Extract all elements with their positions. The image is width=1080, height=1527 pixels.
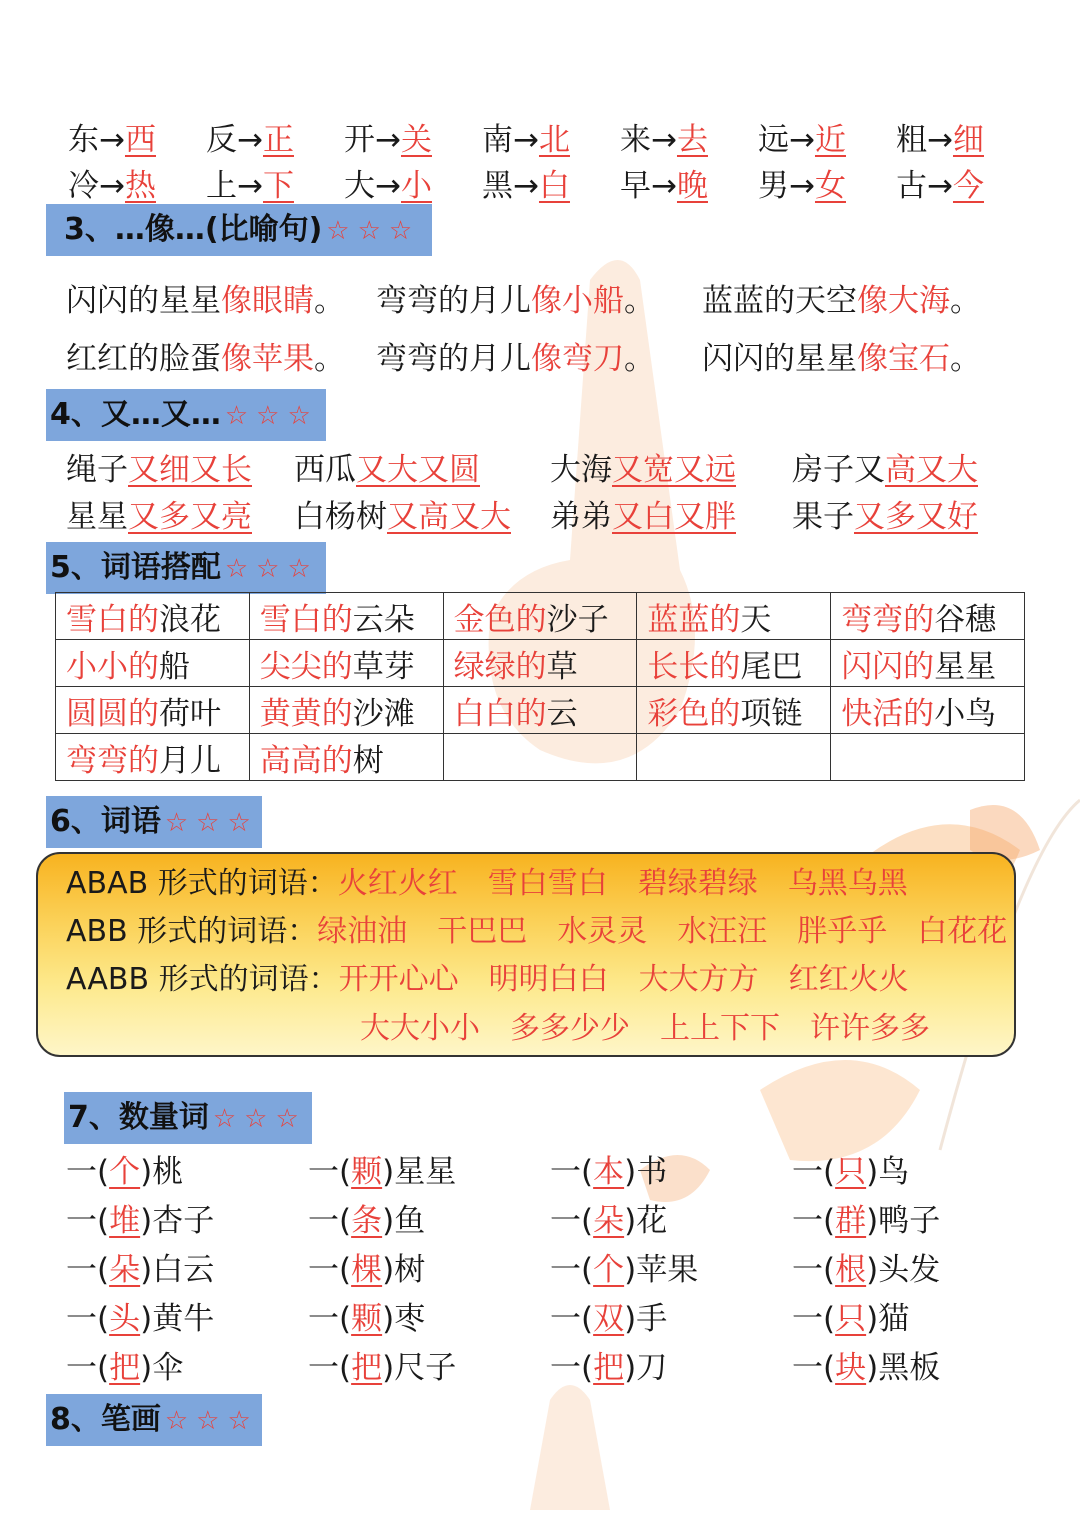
you-you-phrase — [66, 491, 252, 536]
phrase-answer: 又多又亮 — [128, 499, 252, 535]
table-cell — [831, 734, 1025, 781]
antonym-pair — [482, 160, 570, 205]
star-rating-icon: ☆☆☆ — [224, 401, 319, 431]
measure-suffix: ) — [866, 1301, 879, 1337]
noun: 云 — [546, 695, 578, 732]
arrow-icon: → — [237, 122, 263, 158]
star-rating-icon: ☆☆☆ — [164, 808, 259, 838]
measure-suffix: ) — [866, 1252, 879, 1288]
arrow-icon: → — [99, 122, 125, 158]
measure-prefix: 一( — [66, 1350, 110, 1386]
simile-comparison: 像小船 — [531, 283, 624, 319]
measure-word: 颗 — [351, 1154, 383, 1190]
phrase-noun: 绳子 — [66, 452, 128, 488]
phrase-answer: 又大又圆 — [356, 452, 480, 488]
antonym-answer: 今 — [952, 168, 984, 204]
table-cell — [249, 640, 443, 687]
arrow-icon: → — [789, 168, 815, 204]
measure-item — [792, 1342, 940, 1387]
antonym-word: 上 — [206, 168, 237, 204]
noun: 小鸟 — [934, 695, 997, 732]
antonym-answer: 细 — [952, 122, 984, 158]
antonym-pair — [896, 160, 984, 205]
noun: 沙滩 — [352, 695, 415, 732]
simile-subject: 弯弯的月儿 — [376, 341, 531, 377]
form-label: ABAB 形式的词语： — [66, 866, 338, 901]
measure-noun: 鸭子 — [878, 1203, 941, 1239]
simile-subject: 闪闪的星星 — [66, 283, 221, 319]
antonym-answer: 近 — [814, 122, 846, 158]
measure-item — [66, 1342, 183, 1387]
table-row — [56, 687, 1025, 734]
measure-item — [550, 1293, 667, 1338]
modifier: 黄黄的 — [259, 695, 353, 732]
measure-prefix: 一( — [308, 1154, 352, 1190]
section-header-measure-words — [64, 1092, 312, 1144]
measure-word: 把 — [109, 1350, 141, 1386]
antonym-pair — [758, 160, 846, 205]
measure-word: 条 — [351, 1203, 383, 1239]
arrow-icon: → — [651, 168, 677, 204]
antonym-word: 反 — [206, 122, 237, 158]
antonym-pair — [758, 114, 846, 159]
antonym-word: 早 — [620, 168, 651, 204]
measure-suffix: ) — [624, 1252, 637, 1288]
arrow-icon: → — [927, 168, 953, 204]
measure-prefix: 一( — [550, 1154, 594, 1190]
modifier: 弯弯的 — [66, 742, 159, 779]
measure-suffix: ) — [140, 1252, 153, 1288]
noun: 尾巴 — [740, 648, 803, 685]
modifier: 绿绿的 — [453, 648, 547, 685]
measure-suffix: ) — [140, 1301, 153, 1337]
table-cell — [637, 593, 831, 640]
measure-word: 把 — [351, 1350, 383, 1386]
antonym-pair — [620, 160, 708, 205]
arrow-icon: → — [237, 168, 263, 204]
form-words: 绿油油 干巴巴 水灵灵 水汪汪 胖乎乎 白花花 — [317, 914, 1008, 949]
phrase-answer: 高又大 — [885, 452, 978, 488]
aabb-line-2 — [360, 1003, 930, 1047]
phrase-noun: 西瓜 — [294, 452, 356, 488]
simile-sentence — [66, 275, 345, 320]
measure-word: 群 — [835, 1203, 867, 1239]
measure-prefix: 一( — [308, 1203, 352, 1239]
arrow-icon: → — [375, 168, 401, 204]
measure-item — [792, 1244, 940, 1289]
modifier: 雪白的 — [259, 601, 353, 638]
measure-prefix: 一( — [792, 1350, 836, 1386]
aabb-line — [66, 954, 909, 998]
modifier: 蓝蓝的 — [647, 601, 741, 638]
measure-suffix: ) — [866, 1154, 879, 1190]
phrase-answer: 又多又好 — [854, 499, 978, 535]
measure-word: 朵 — [593, 1203, 625, 1239]
you-you-phrase — [550, 444, 736, 489]
section-title: 8、笔画 — [50, 1402, 161, 1437]
measure-prefix: 一( — [308, 1252, 352, 1288]
measure-prefix: 一( — [792, 1301, 836, 1337]
noun: 沙子 — [546, 601, 609, 638]
measure-noun: 枣 — [394, 1301, 426, 1337]
antonym-word: 黑 — [482, 168, 513, 204]
star-rating-icon: ☆☆☆ — [212, 1104, 307, 1134]
abab-line — [66, 858, 908, 902]
star-rating-icon: ☆☆☆ — [164, 1406, 259, 1436]
measure-noun: 杏子 — [152, 1203, 215, 1239]
section-title: 6、词语 — [50, 804, 161, 839]
measure-suffix: ) — [866, 1203, 879, 1239]
measure-noun: 白云 — [152, 1252, 215, 1288]
antonym-pair — [344, 114, 432, 159]
phrase-answer: 又白又胖 — [612, 499, 736, 535]
measure-item — [308, 1293, 425, 1338]
measure-suffix: ) — [382, 1252, 395, 1288]
measure-suffix: ) — [624, 1154, 637, 1190]
measure-word: 只 — [835, 1301, 867, 1337]
antonym-answer: 女 — [814, 168, 846, 204]
you-you-phrase — [66, 444, 252, 489]
you-you-phrase — [294, 491, 511, 536]
antonym-answer: 西 — [124, 122, 156, 158]
modifier: 长长的 — [647, 648, 741, 685]
measure-word: 头 — [109, 1301, 141, 1337]
phrase-answer: 又细又长 — [128, 452, 252, 488]
section-header-words — [46, 796, 262, 848]
star-rating-icon: ☆☆☆ — [224, 554, 319, 584]
simile-subject: 蓝蓝的天空 — [702, 283, 857, 319]
measure-noun: 桃 — [152, 1154, 184, 1190]
measure-prefix: 一( — [66, 1301, 110, 1337]
measure-word: 块 — [835, 1350, 867, 1386]
noun: 荷叶 — [159, 695, 221, 732]
antonym-word: 南 — [482, 122, 513, 158]
noun: 浪花 — [159, 601, 221, 638]
arrow-icon: → — [513, 168, 539, 204]
modifier: 快活的 — [841, 695, 935, 732]
noun: 云朵 — [352, 601, 415, 638]
form-label: AABB 形式的词语： — [66, 962, 339, 997]
measure-noun: 伞 — [152, 1350, 184, 1386]
star-rating-icon: ☆☆☆ — [326, 216, 421, 246]
measure-noun: 星星 — [394, 1154, 457, 1190]
punctuation: 。 — [950, 283, 981, 319]
measure-item — [66, 1195, 214, 1240]
measure-item — [308, 1146, 456, 1191]
arrow-icon: → — [927, 122, 953, 158]
measure-suffix: ) — [140, 1154, 153, 1190]
simile-sentence — [376, 333, 655, 378]
noun: 树 — [352, 742, 384, 779]
measure-item — [550, 1195, 667, 1240]
phrase-answer: 又宽又远 — [612, 452, 736, 488]
measure-item — [792, 1195, 940, 1240]
measure-suffix: ) — [140, 1203, 153, 1239]
section-header-strokes — [46, 1394, 262, 1446]
measure-item — [66, 1244, 214, 1289]
simile-sentence — [66, 333, 345, 378]
simile-subject: 红红的脸蛋 — [66, 341, 221, 377]
measure-suffix: ) — [140, 1350, 153, 1386]
modifier: 弯弯的 — [841, 601, 935, 638]
you-you-phrase — [792, 444, 978, 489]
simile-comparison: 像弯刀 — [531, 341, 624, 377]
noun: 草芽 — [352, 648, 415, 685]
arrow-icon: → — [99, 168, 125, 204]
section-title: 7、数量词 — [68, 1100, 209, 1135]
arrow-icon: → — [789, 122, 815, 158]
measure-suffix: ) — [382, 1350, 395, 1386]
antonym-answer: 晚 — [676, 168, 708, 204]
measure-word: 堆 — [109, 1203, 141, 1239]
phrase-noun: 房子又 — [792, 452, 885, 488]
table-cell — [443, 687, 637, 734]
antonym-answer: 热 — [124, 168, 156, 204]
phrase-answer: 又高又大 — [387, 499, 511, 535]
collocation-table — [55, 592, 1025, 781]
table-cell — [56, 687, 250, 734]
modifier: 白白的 — [453, 695, 547, 732]
punctuation: 。 — [624, 283, 655, 319]
table-cell — [249, 734, 443, 781]
noun: 天 — [740, 601, 772, 638]
measure-noun: 书 — [636, 1154, 668, 1190]
measure-item — [308, 1195, 425, 1240]
table-cell — [443, 640, 637, 687]
table-cell — [831, 640, 1025, 687]
measure-noun: 鱼 — [394, 1203, 426, 1239]
abb-line — [66, 906, 1007, 950]
measure-word: 颗 — [351, 1301, 383, 1337]
measure-item — [66, 1293, 214, 1338]
table-cell — [56, 640, 250, 687]
measure-item — [550, 1244, 698, 1289]
phrase-noun: 白杨树 — [294, 499, 387, 535]
simile-sentence — [702, 275, 981, 320]
table-cell — [831, 687, 1025, 734]
punctuation: 。 — [950, 341, 981, 377]
measure-prefix: 一( — [792, 1154, 836, 1190]
modifier: 圆圆的 — [66, 695, 159, 732]
measure-word: 个 — [593, 1252, 625, 1288]
antonym-word: 大 — [344, 168, 375, 204]
measure-word: 把 — [593, 1350, 625, 1386]
measure-prefix: 一( — [308, 1301, 352, 1337]
measure-noun: 鸟 — [878, 1154, 910, 1190]
you-you-phrase — [294, 444, 480, 489]
antonym-word: 远 — [758, 122, 789, 158]
noun: 月儿 — [159, 742, 221, 779]
measure-item — [66, 1146, 183, 1191]
noun: 谷穗 — [934, 601, 997, 638]
phrase-noun: 大海 — [550, 452, 612, 488]
modifier: 尖尖的 — [259, 648, 353, 685]
modifier: 雪白的 — [66, 601, 159, 638]
measure-item — [308, 1244, 425, 1289]
table-cell — [831, 593, 1025, 640]
modifier: 彩色的 — [647, 695, 741, 732]
antonym-answer: 白 — [538, 168, 570, 204]
table-cell — [249, 687, 443, 734]
measure-word: 只 — [835, 1154, 867, 1190]
table-row — [56, 640, 1025, 687]
measure-noun: 黄牛 — [152, 1301, 215, 1337]
you-you-phrase — [792, 491, 978, 536]
measure-prefix: 一( — [66, 1154, 110, 1190]
simile-comparison: 像苹果 — [221, 341, 314, 377]
form-words: 开开心心 明明白白 大大方方 红红火火 — [338, 962, 909, 997]
antonym-answer: 正 — [262, 122, 294, 158]
section-title: 3、…像…(比喻句) — [64, 212, 323, 247]
table-cell — [249, 593, 443, 640]
modifier: 金色的 — [453, 601, 547, 638]
antonym-word: 古 — [896, 168, 927, 204]
antonym-pair — [68, 160, 156, 205]
arrow-icon: → — [651, 122, 677, 158]
antonym-word: 粗 — [896, 122, 927, 158]
noun: 星星 — [934, 648, 997, 685]
form-words: 大大小小 多多少少 上上下下 许许多多 — [360, 1011, 930, 1046]
measure-noun: 头发 — [878, 1252, 941, 1288]
measure-suffix: ) — [624, 1203, 637, 1239]
arrow-icon: → — [375, 122, 401, 158]
section-title: 4、又…又… — [50, 397, 221, 432]
measure-prefix: 一( — [792, 1252, 836, 1288]
measure-word: 棵 — [351, 1252, 383, 1288]
measure-item — [792, 1293, 909, 1338]
measure-word: 朵 — [109, 1252, 141, 1288]
section-title: 5、词语搭配 — [50, 550, 221, 585]
form-label: ABB 形式的词语： — [66, 914, 318, 949]
measure-noun: 黑板 — [878, 1350, 941, 1386]
measure-suffix: ) — [382, 1203, 395, 1239]
phrase-noun: 弟弟 — [550, 499, 612, 535]
measure-prefix: 一( — [792, 1203, 836, 1239]
measure-noun: 猫 — [878, 1301, 910, 1337]
antonym-pair — [620, 114, 708, 159]
table-row — [56, 593, 1025, 640]
measure-prefix: 一( — [66, 1252, 110, 1288]
table-cell — [637, 640, 831, 687]
form-words: 火红火红 雪白雪白 碧绿碧绿 乌黑乌黑 — [337, 866, 908, 901]
measure-prefix: 一( — [550, 1301, 594, 1337]
section-header-you-you — [46, 389, 326, 441]
table-cell — [637, 687, 831, 734]
section-header-collocation — [46, 542, 326, 594]
measure-prefix: 一( — [66, 1203, 110, 1239]
simile-comparison: 像宝石 — [857, 341, 950, 377]
antonym-pair — [482, 114, 570, 159]
antonym-word: 男 — [758, 168, 789, 204]
antonym-pair — [68, 114, 156, 159]
antonym-word: 来 — [620, 122, 651, 158]
antonym-answer: 关 — [400, 122, 432, 158]
measure-prefix: 一( — [550, 1203, 594, 1239]
you-you-phrase — [550, 491, 736, 536]
antonym-pair — [344, 160, 432, 205]
measure-suffix: ) — [624, 1350, 637, 1386]
measure-suffix: ) — [866, 1350, 879, 1386]
measure-item — [550, 1146, 667, 1191]
measure-noun: 树 — [394, 1252, 426, 1288]
noun: 项链 — [740, 695, 803, 732]
measure-prefix: 一( — [308, 1350, 352, 1386]
measure-item — [308, 1342, 456, 1387]
antonym-word: 东 — [68, 122, 99, 158]
measure-item — [792, 1146, 909, 1191]
measure-word: 本 — [593, 1154, 625, 1190]
antonym-word: 开 — [344, 122, 375, 158]
measure-noun: 苹果 — [636, 1252, 699, 1288]
punctuation: 。 — [314, 341, 345, 377]
measure-suffix: ) — [624, 1301, 637, 1337]
antonym-answer: 去 — [676, 122, 708, 158]
phrase-noun: 果子 — [792, 499, 854, 535]
measure-prefix: 一( — [550, 1252, 594, 1288]
word-forms-box — [36, 852, 1016, 1057]
table-cell — [56, 593, 250, 640]
simile-comparison: 像大海 — [857, 283, 950, 319]
table-cell — [443, 734, 637, 781]
noun: 船 — [159, 648, 190, 685]
measure-word: 双 — [593, 1301, 625, 1337]
measure-noun: 尺子 — [394, 1350, 457, 1386]
simile-sentence — [702, 333, 981, 378]
arrow-icon: → — [513, 122, 539, 158]
antonym-pair — [896, 114, 984, 159]
punctuation: 。 — [624, 341, 655, 377]
table-cell — [56, 734, 250, 781]
antonym-pair — [206, 114, 294, 159]
modifier: 闪闪的 — [841, 648, 935, 685]
modifier: 高高的 — [259, 742, 353, 779]
antonym-word: 冷 — [68, 168, 99, 204]
simile-sentence — [376, 275, 655, 320]
table-cell — [443, 593, 637, 640]
simile-subject: 闪闪的星星 — [702, 341, 857, 377]
measure-suffix: ) — [382, 1301, 395, 1337]
measure-noun: 刀 — [636, 1350, 668, 1386]
antonym-pair — [206, 160, 294, 205]
measure-word: 个 — [109, 1154, 141, 1190]
table-row — [56, 734, 1025, 781]
measure-noun: 花 — [636, 1203, 668, 1239]
measure-prefix: 一( — [550, 1350, 594, 1386]
antonym-answer: 下 — [262, 168, 294, 204]
antonym-answer: 北 — [538, 122, 570, 158]
antonym-answer: 小 — [400, 168, 432, 204]
table-cell — [637, 734, 831, 781]
measure-noun: 手 — [636, 1301, 668, 1337]
noun: 草 — [546, 648, 578, 685]
measure-suffix: ) — [382, 1154, 395, 1190]
simile-comparison: 像眼睛 — [221, 283, 314, 319]
measure-word: 根 — [835, 1252, 867, 1288]
modifier: 小小的 — [66, 648, 159, 685]
measure-item — [550, 1342, 667, 1387]
phrase-noun: 星星 — [66, 499, 128, 535]
section-header-simile — [46, 204, 432, 256]
simile-subject: 弯弯的月儿 — [376, 283, 531, 319]
punctuation: 。 — [314, 283, 345, 319]
